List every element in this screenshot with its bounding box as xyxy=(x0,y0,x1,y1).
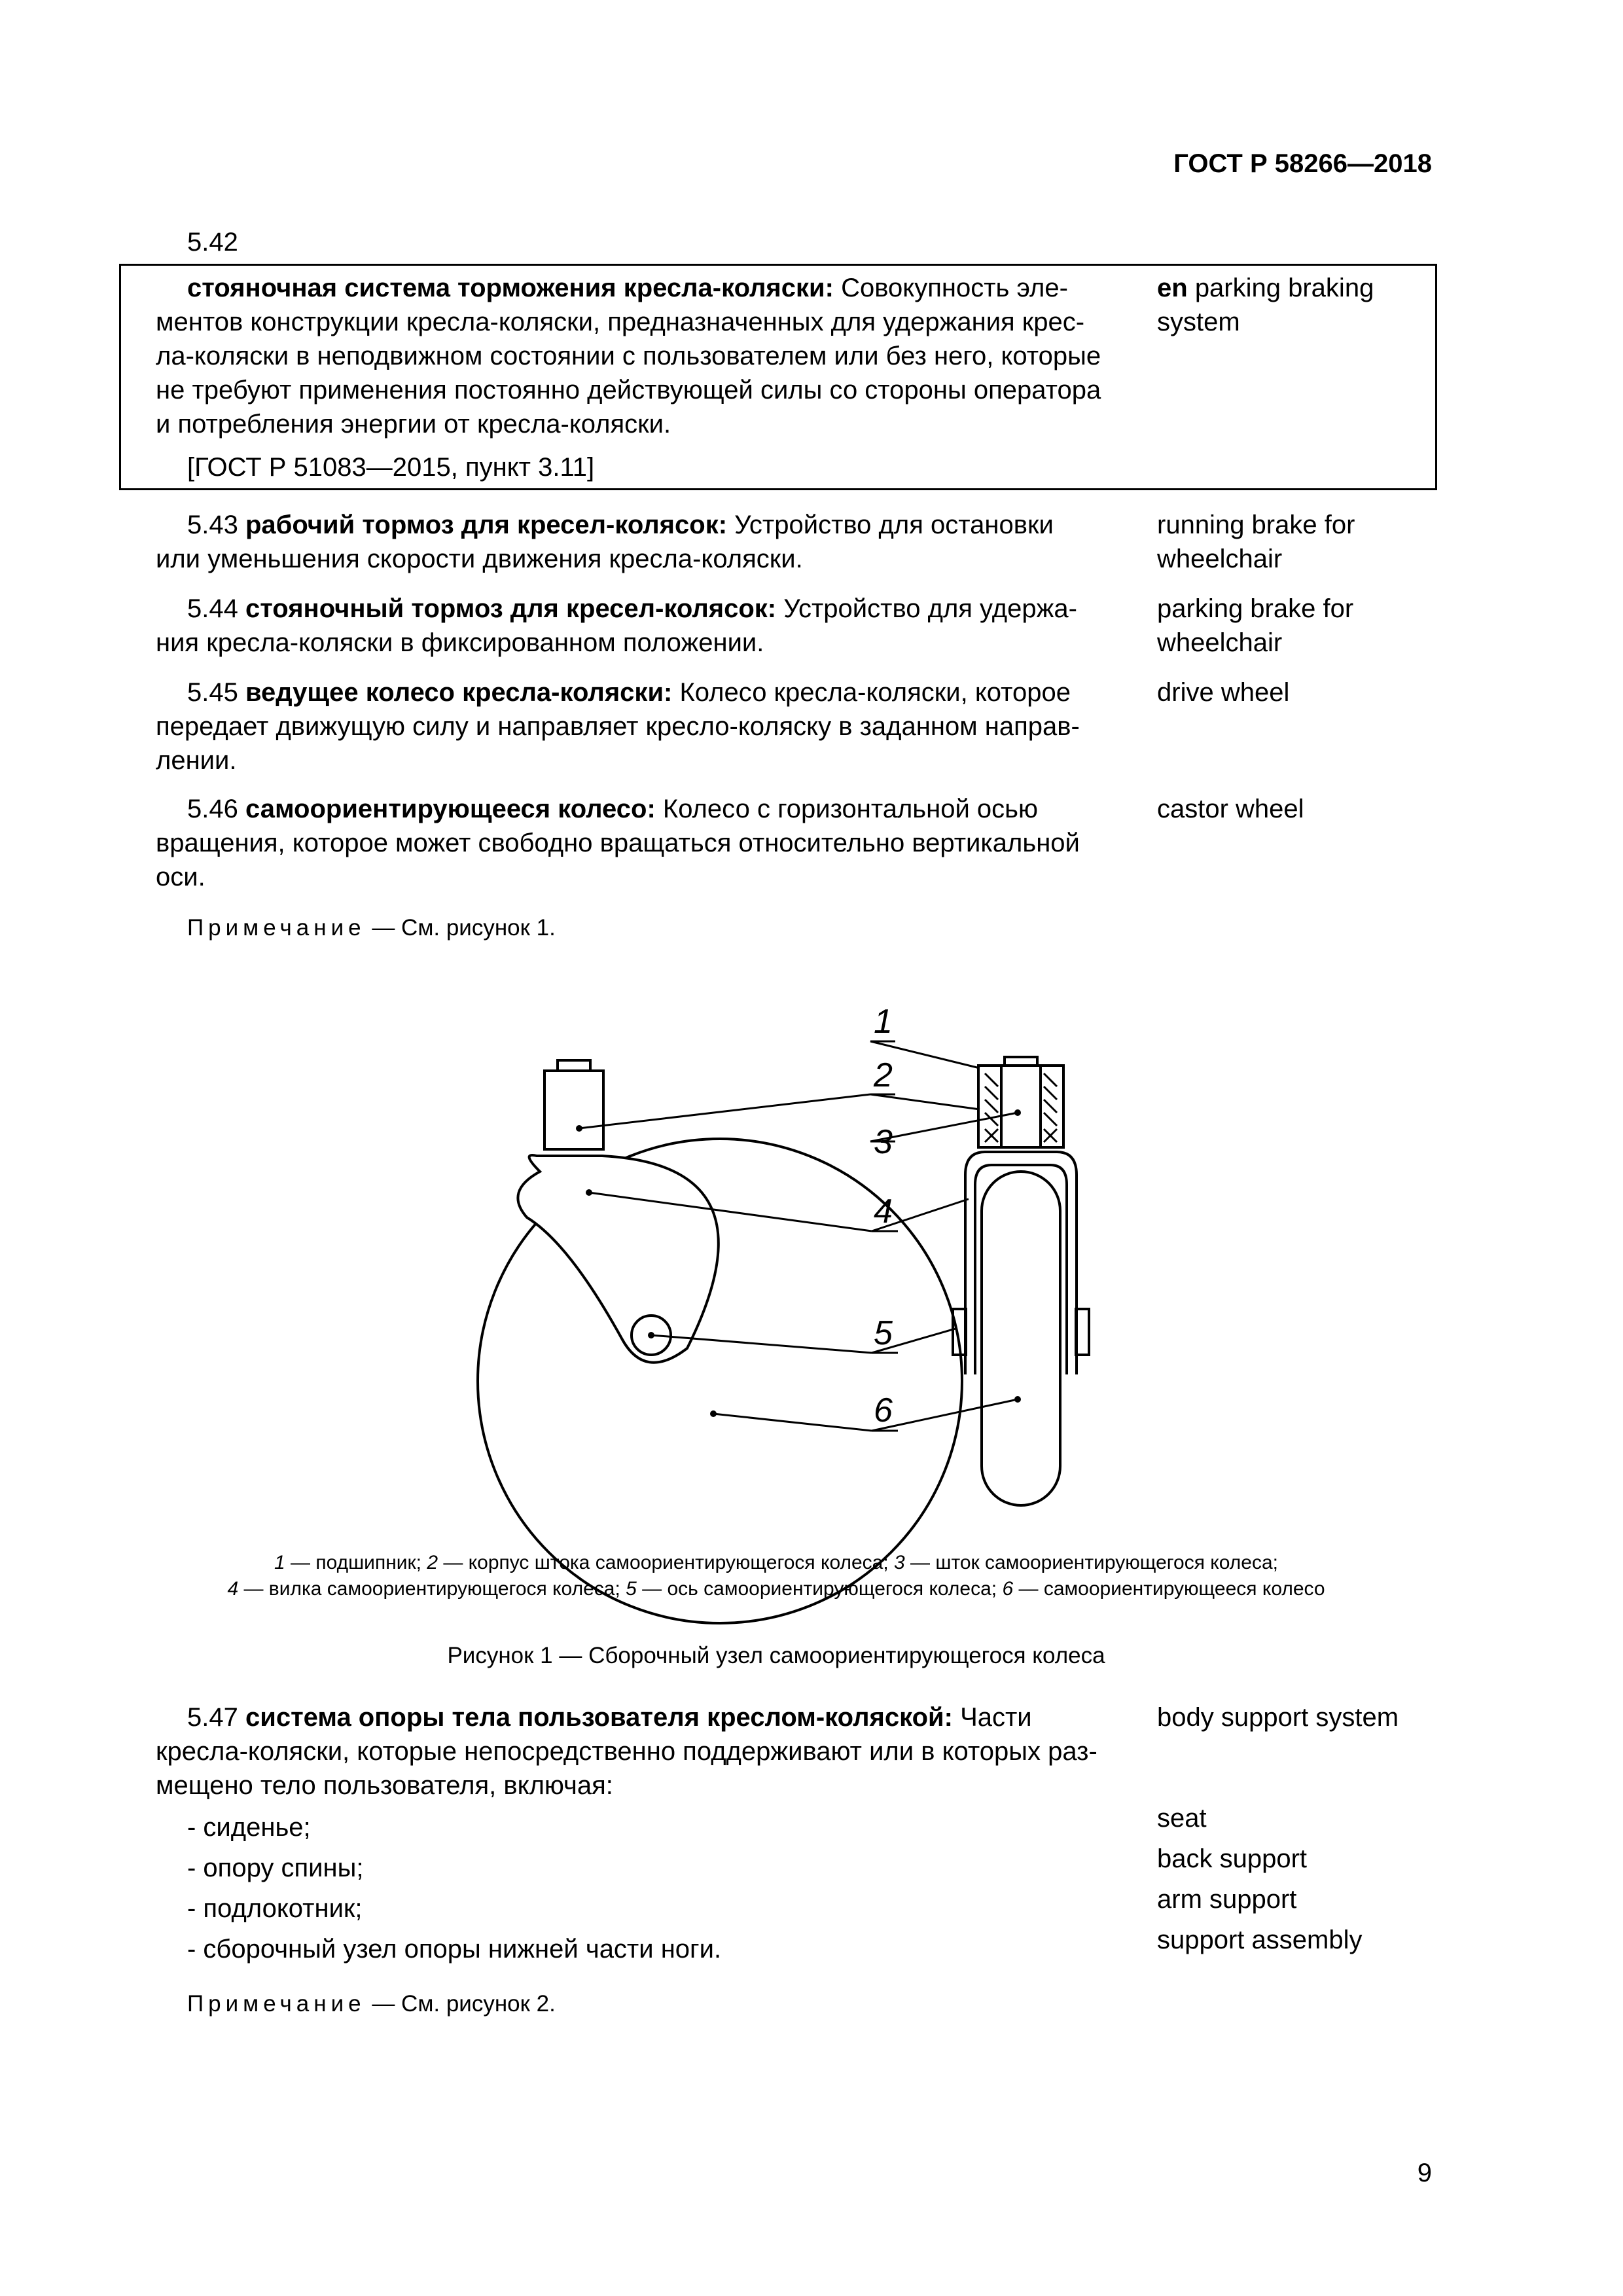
list-item: - опору спины; xyxy=(187,1854,364,1882)
stem-cap xyxy=(1005,1057,1037,1066)
term-english: en parking braking system xyxy=(1157,274,1374,336)
term-reference: [ГОСТ Р 51083—2015, пункт 3.11] xyxy=(187,453,595,482)
callout-4: 4 xyxy=(874,1193,893,1230)
stem-housing xyxy=(544,1071,603,1149)
note: Примечание — См. рисунок 2. xyxy=(187,1991,556,2017)
list-item: - сиденье; xyxy=(187,1813,311,1842)
term-title: самоориентирующееся колесо: xyxy=(245,795,656,823)
callout-3: 3 xyxy=(874,1123,893,1161)
term-title: ведущее колесо кресла-коляски: xyxy=(245,678,673,707)
term-english: running brake for wheelchair xyxy=(1157,511,1355,573)
term-title: стояночная система торможения кресла-коляски: xyxy=(187,274,834,302)
wheel-front xyxy=(982,1172,1060,1505)
callout-6: 6 xyxy=(874,1391,893,1429)
list-item-english: arm support xyxy=(1157,1885,1297,1914)
term-definition: 5.45 ведущее колесо кресла-коляски: Колесо кресла-коляски, которое передает движущую силу и направляет кресло-коляску в заданном направ- лении. xyxy=(156,678,1080,775)
term-number: 5.42 xyxy=(187,228,238,257)
term-definition: 5.47 система опоры тела пользователя креслом-коляской: Части кресла-коляски, которые непосредственно поддерживают или в которых раз- мещено тело пользователя, включая: xyxy=(156,1703,1097,1800)
list-item-english: back support xyxy=(1157,1844,1308,1873)
document-code: ГОСТ Р 58266—2018 xyxy=(1173,149,1432,178)
list-item-english: support assembly xyxy=(1157,1926,1363,1954)
term-english: body support system xyxy=(1157,1703,1399,1732)
term-english: drive wheel xyxy=(1157,678,1290,707)
term-definition: стояночная система торможения кресла-коляски: Совокупность эле- ментов конструкции кресла-коляски, предназначенных для удержания крес- ла-коляски в неподвижном состоянии с пользователем или без него, которые не требуют применения постоянно действующей силы со стороны оператора и потребления энергии от кресла-коляски. [ГОСТ Р 51083—2015, пункт 3.11] xyxy=(156,271,1126,484)
term-definition: 5.44 стояночный тормоз для кресел-колясок: Устройство для удержа- ния кресла-коляски в фиксированном положении. xyxy=(156,594,1077,657)
list-item: - сборочный узел опоры нижней части ноги. xyxy=(187,1935,722,1964)
figure-title: Рисунок 1 — Сборочный узел самоориентирующегося колеса xyxy=(447,1643,1105,1668)
term-definition: 5.46 самоориентирующееся колесо: Колесо с горизонтальной осью вращения, которое может свободно вращаться относительно вертикальной оси. xyxy=(156,795,1080,891)
housing-cap xyxy=(558,1060,590,1071)
list-item: - подлокотник; xyxy=(187,1894,363,1923)
callout-1: 1 xyxy=(874,1003,893,1041)
term-title: стояночный тормоз для кресел-колясок: xyxy=(245,594,777,623)
term-definition: 5.43 рабочий тормоз для кресел-колясок: Устройство для остановки или уменьшения скорости движения кресла-коляски. xyxy=(156,511,1054,573)
term-english: castor wheel xyxy=(1157,795,1304,823)
figure-legend: 1 — подшипник; 2 — корпус штока самоориентирующегося колеса; 3 — шток самоориентирующегося колеса; 4 — вилка самоориентирующегося колеса; 5 — ось самоориентирующегося колеса; 6 — самоориентирующееся колесо xyxy=(227,1552,1325,1600)
list-item-english: seat xyxy=(1157,1804,1207,1833)
fork-arm xyxy=(518,1155,718,1363)
term-title: рабочий тормоз для кресел-колясок: xyxy=(245,511,728,539)
callout-2: 2 xyxy=(874,1056,893,1094)
term-english: parking brake for wheelchair xyxy=(1157,594,1354,657)
page-number: 9 xyxy=(1417,2159,1432,2187)
note: Примечание — См. рисунок 1. xyxy=(187,915,556,941)
callout-5: 5 xyxy=(874,1314,893,1352)
term-title: система опоры тела пользователя креслом-коляской: xyxy=(245,1703,953,1732)
